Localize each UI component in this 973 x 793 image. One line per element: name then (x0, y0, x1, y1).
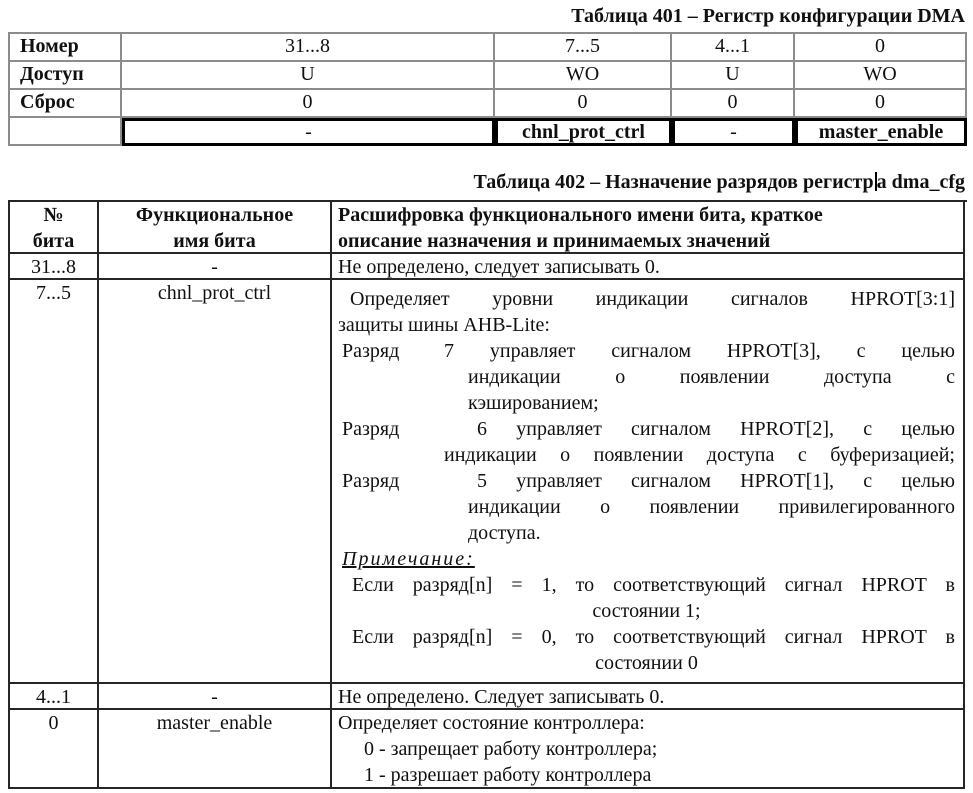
bits-31-8-number: 31...8 (122, 34, 495, 62)
header-bit-number-line1: № (43, 204, 64, 226)
bits-4-1-number: 4...1 (672, 34, 795, 62)
field-master-enable: master_enable (795, 118, 967, 146)
reset-4-1: 0 (672, 90, 795, 118)
reset-7-5: 0 (495, 90, 672, 118)
table402-caption-part2: а dma_cfg (876, 171, 965, 193)
row-4-1-name: - (99, 684, 332, 710)
header-bit-number (10, 202, 99, 254)
row-31-8-bit: 31...8 (10, 254, 99, 280)
desc-line: Если разряд[n] = 0, то соответствующий сигнал HPROT в (352, 626, 955, 648)
reset-31-8: 0 (122, 90, 495, 118)
razryad-7-label: Разряд 7 (342, 340, 454, 362)
row-0-description (332, 710, 965, 789)
header-functional-name-line2: имя бита (173, 230, 256, 252)
header-functional-name (99, 202, 332, 254)
razryad-5-label: Разряд 5 (342, 470, 487, 492)
header-description-line2: описание назначения и принимаемых значений (338, 230, 771, 252)
access-0: WO (795, 62, 967, 90)
header-functional-name-line1: Функциональное (135, 204, 294, 226)
row-31-8-name: - (99, 254, 332, 280)
table402-bit-descriptions (8, 200, 967, 789)
desc-line: кэшированием; (468, 392, 599, 414)
desc-line: индикации о появлении доступа с буферизацией; (444, 444, 955, 466)
desc-line-razryad-7 (338, 338, 955, 364)
reset-0: 0 (795, 90, 967, 118)
desc-line: индикации о появлении привилегированного (468, 496, 955, 518)
razryad-7-text: управляет сигналом HPROT[3], с целью (489, 340, 955, 362)
desc-line-razryad-6 (338, 416, 955, 442)
header-bit-number-line2: бита (32, 230, 75, 252)
header-description-line1: Расшифровка функционального имени бита, краткое (338, 204, 823, 226)
desc-line: доступа. (468, 522, 541, 544)
field-4-1-dash: - (672, 118, 795, 146)
table401-caption: Таблица 401 – Регистр конфигурации DMA (571, 5, 965, 27)
table402-caption (473, 170, 965, 194)
field-31-8-dash: - (122, 118, 495, 146)
field-chnl-prot-ctrl: chnl_prot_ctrl (495, 118, 672, 146)
row-label-nomer: Номер (10, 34, 122, 62)
access-4-1: U (672, 62, 795, 90)
row-7-5-description (332, 280, 965, 684)
row-4-1-description: Не определено. Следует записывать 0. (332, 684, 965, 710)
razryad-6-text: управляет сигналом HPROT[2], с целью (516, 418, 955, 440)
razryad-6-label: Разряд 6 (342, 418, 487, 440)
note-heading: Примечание: (342, 548, 475, 570)
desc-line: индикации о появлении доступа с (468, 366, 955, 388)
desc-line: Определяет состояние контроллера: (338, 712, 645, 734)
desc-line: состоянии 0 (595, 652, 698, 674)
row-4-1-bit: 4...1 (10, 684, 99, 710)
table402-caption-part1: Таблица 402 – Назначение разрядов регистр (473, 171, 874, 193)
desc-line: 0 - запрещает работу контроллера; (364, 738, 658, 760)
row-0-name: master_enable (99, 710, 332, 789)
razryad-5-text: управляет сигналом HPROT[1], с целью (516, 470, 955, 492)
row-7-5-name: chnl_prot_ctrl (99, 280, 332, 684)
table401-register-map (8, 32, 967, 146)
row-7-5-bit: 7...5 (10, 280, 99, 684)
row-label-dostup: Доступ (10, 62, 122, 90)
bit-0-number: 0 (795, 34, 967, 62)
desc-line: защиты шины AHB-Lite: (338, 314, 550, 336)
bits-7-5-number: 7...5 (495, 34, 672, 62)
desc-line: Если разряд[n] = 1, то соответствующий сигнал HPROT в (352, 574, 955, 596)
empty-cell (10, 118, 122, 146)
row-0-bit: 0 (10, 710, 99, 789)
desc-line: Определяет уровни индикации сигналов HPROT[3:1] (350, 288, 955, 310)
row-31-8-description: Не определено, следует записывать 0. (332, 254, 965, 280)
access-7-5: WO (495, 62, 672, 90)
row-label-sbros: Сброс (10, 90, 122, 118)
header-description (332, 202, 965, 254)
desc-line: состоянии 1; (592, 600, 701, 622)
access-31-8: U (122, 62, 495, 90)
desc-line-razryad-5 (338, 468, 955, 494)
desc-line: 1 - разрешает работу контроллера (364, 764, 652, 786)
